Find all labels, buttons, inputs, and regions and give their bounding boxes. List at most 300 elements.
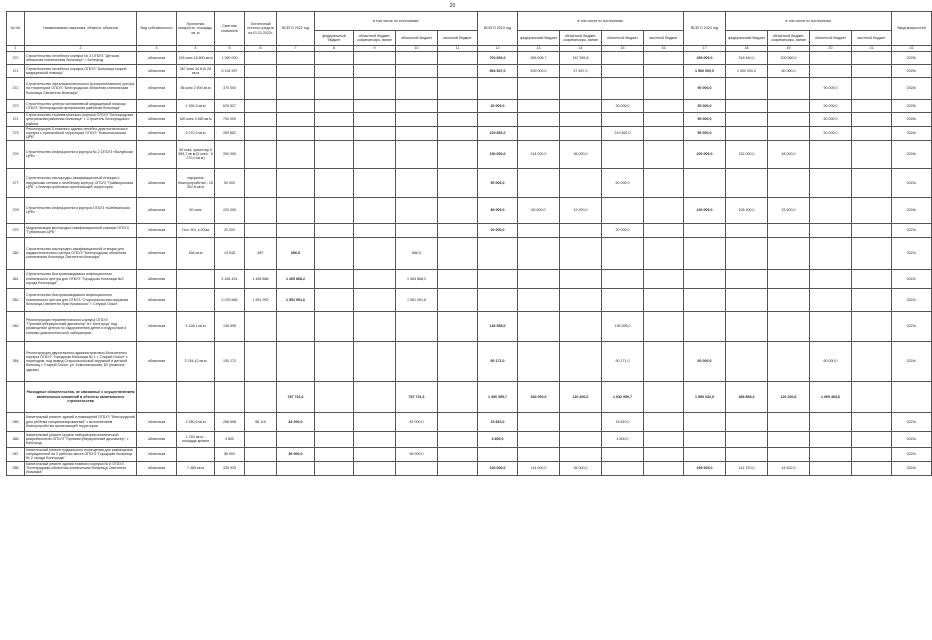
header-federal-2024: федеральный бюджет	[726, 31, 768, 46]
header-total-2023: ВСЕГО 2023 год	[478, 12, 518, 46]
cell-l23	[644, 197, 684, 223]
cell-y: 2026г.	[892, 113, 932, 127]
cell-c22	[354, 65, 396, 78]
cell-n: 387	[7, 447, 25, 461]
cell-t23	[478, 447, 518, 461]
cell-est: 13 545	[215, 237, 245, 269]
cell-t24: 200 000,0	[684, 140, 726, 168]
section-cell-cap	[177, 381, 215, 412]
cell-t23: 15 810,0	[478, 412, 518, 431]
cell-l23	[644, 447, 684, 461]
cell-c24: 60 000,0	[768, 65, 810, 78]
cell-l22	[438, 461, 478, 475]
cell-l24	[852, 269, 892, 288]
cell-f24	[726, 223, 768, 237]
cell-rem	[245, 341, 277, 381]
cell-cap: 168 кв.м	[177, 237, 215, 269]
column-number: 11	[438, 46, 478, 52]
cell-l24	[852, 126, 892, 140]
cell-t24: 195 925,0	[684, 461, 726, 475]
cell-cap: наружное благоустройство - 15 302,8 кв.м	[177, 168, 215, 197]
cell-est: 50 000	[215, 168, 245, 197]
cell-l22	[438, 237, 478, 269]
cell-l22	[438, 113, 478, 127]
column-number: 5	[215, 46, 245, 52]
cell-y: 2023г.	[892, 431, 932, 447]
cell-name: Модернизация кислородно-газификационной станции ОГБУЗ "Губкинская ЦРБ"	[25, 223, 137, 237]
cell-y: 2025г.	[892, 65, 932, 78]
cell-f22	[315, 237, 354, 269]
header-sources-2022: в том числе по источникам:	[315, 12, 478, 31]
column-number: 2	[25, 46, 137, 52]
cell-t23: 963 547,0	[478, 65, 518, 78]
cell-f24	[726, 431, 768, 447]
cell-rem: 98 115	[245, 412, 277, 431]
cell-t24: 50 000,0	[684, 126, 726, 140]
cell-cap: 5 270,3 кв.м	[177, 126, 215, 140]
cell-name: Капитальный ремонт здания главного корпуса № 8 ОГБУЗ "Белгородская областная клиническая больница Святителя Иоасафа"	[25, 461, 137, 475]
column-number: 21	[852, 46, 892, 52]
cell-r23	[602, 197, 644, 223]
column-number: 1	[7, 46, 25, 52]
cell-t22	[277, 461, 315, 475]
cell-c22	[354, 269, 396, 288]
cell-n: 383	[7, 311, 25, 341]
cell-f23	[518, 237, 560, 269]
cell-c24	[768, 269, 810, 288]
cell-y: 2023г.	[892, 168, 932, 197]
cell-r22	[396, 461, 438, 475]
cell-l22	[438, 140, 478, 168]
cell-c22	[354, 113, 396, 127]
cell-t23	[478, 237, 518, 269]
cell-t22: 1 551 991,6	[277, 288, 315, 311]
cell-y: 2022г.	[892, 447, 932, 461]
cell-r24	[810, 197, 852, 223]
cell-l22	[438, 100, 478, 113]
cell-t24: 90 000,0	[684, 78, 726, 100]
cell-r22: 1 551 991,6	[396, 288, 438, 311]
cell-l22	[438, 412, 478, 431]
cell-l23	[644, 113, 684, 127]
cell-rem	[245, 100, 277, 113]
cell-l24	[852, 447, 892, 461]
header-regional-2024: областной бюджет	[810, 31, 852, 46]
cell-f24	[726, 78, 768, 100]
header-sources-2024: в том числе по источникам:	[726, 12, 892, 31]
cell-rem	[245, 65, 277, 78]
cell-t24	[684, 269, 726, 288]
table-row	[7, 168, 932, 197]
table-row	[7, 412, 932, 431]
table-row	[7, 431, 932, 447]
table-row	[7, 461, 932, 475]
cell-r24	[810, 237, 852, 269]
cell-t24: 140 000,0	[684, 197, 726, 223]
cell-c24	[768, 288, 810, 311]
cell-t23: 219 852,0	[478, 126, 518, 140]
column-number: 7	[277, 46, 315, 52]
cell-t22	[277, 431, 315, 447]
cell-rem	[245, 447, 277, 461]
section-row	[7, 381, 932, 412]
cell-f24	[726, 237, 768, 269]
cell-l22	[438, 197, 478, 223]
cell-f23	[518, 311, 560, 341]
cell-own: областная	[137, 288, 177, 311]
cell-l24	[852, 237, 892, 269]
cell-c23: 36 000,0	[560, 140, 602, 168]
cell-y: 2024г.	[892, 140, 932, 168]
cell-cap: 3 280,6 кв.м	[177, 412, 215, 431]
header-local-2024: местный бюджет	[852, 31, 892, 46]
table-row	[7, 78, 932, 100]
header-total-2024: ВСЕГО 2024 год	[684, 12, 726, 46]
cell-t22: 56 900,0	[277, 447, 315, 461]
cell-r22	[396, 311, 438, 341]
cell-c23	[560, 223, 602, 237]
cell-y: 2022г.	[892, 288, 932, 311]
header-sources-2023: в том числе по источникам:	[518, 12, 684, 31]
cell-y: 2023г.	[892, 412, 932, 431]
cell-c24	[768, 100, 810, 113]
column-number: 22	[892, 46, 932, 52]
cell-f24: 1 500 000,0	[726, 65, 768, 78]
cell-y: 2025г.	[892, 52, 932, 65]
cell-c23	[560, 78, 602, 100]
cell-own: областная	[137, 447, 177, 461]
cell-l23	[644, 311, 684, 341]
cell-c22	[354, 168, 396, 197]
cell-r24	[810, 311, 852, 341]
cell-y: 2024г.	[892, 197, 932, 223]
cell-l24	[852, 341, 892, 381]
cell-cap: 1 200 кв.м - площадь кровли	[177, 431, 215, 447]
header-federal-2022: федеральный бюджет	[315, 31, 354, 46]
table-row	[7, 269, 932, 288]
table-row	[7, 113, 932, 127]
cell-f23: 60 800,0	[518, 197, 560, 223]
cell-c23	[560, 113, 602, 127]
cell-est: 335 925	[215, 461, 245, 475]
cell-f22	[315, 78, 354, 100]
cell-l22	[438, 288, 478, 311]
cell-c23	[560, 288, 602, 311]
column-number: 3	[137, 46, 177, 52]
cell-f23: 539 003,0	[518, 65, 560, 78]
cell-cap	[177, 447, 215, 461]
cell-n: 378	[7, 197, 25, 223]
cell-c23	[560, 237, 602, 269]
section-cell-f23: 340 000,0	[518, 381, 560, 412]
cell-r22	[396, 197, 438, 223]
cell-c24: 44 632,0	[768, 461, 810, 475]
cell-rem	[245, 126, 277, 140]
cell-own: областная	[137, 269, 177, 288]
header-remainder: Остаточный остаток средств на 01.01.2022г.	[245, 12, 277, 46]
cell-c22	[354, 223, 396, 237]
cell-cap: 367 коек 34 610,25 кв.м	[177, 65, 215, 78]
section-cell-c23: 110 400,0	[560, 381, 602, 412]
cell-l24	[852, 78, 892, 100]
cell-n: 380	[7, 237, 25, 269]
cell-r24	[810, 431, 852, 447]
cell-f23: 114 000,0	[518, 461, 560, 475]
column-number: 10	[396, 46, 438, 52]
cell-own: областная	[137, 197, 177, 223]
cell-t23: 4 800,0	[478, 431, 518, 447]
cell-t24	[684, 237, 726, 269]
cell-f22	[315, 113, 354, 127]
header-regional-cofin-2022: областной бюджет, софинансиро- вание	[354, 31, 396, 46]
cell-l24	[852, 168, 892, 197]
table-row	[7, 223, 932, 237]
cell-t23: 150 000,0	[478, 140, 518, 168]
cell-r24	[810, 412, 852, 431]
cell-t23	[478, 78, 518, 100]
cell-name: Капитальный ремонт зданий и помещений ОГБУЗ "Белгородский дом ребёнка специализированный" с выполнением благоустройства прилегающей территории	[25, 412, 137, 431]
cell-l23	[644, 461, 684, 475]
cell-cap: Пол. б/л, к-200м	[177, 223, 215, 237]
cell-cap: 4 128,1 кв.м	[177, 311, 215, 341]
cell-est: 150 172	[215, 341, 245, 381]
cell-name: Строительство кислородно-газификационной станции с наружными сетями к лечебному корпусу ОГБУЗ "Грайворонская ЦРБ" с благоустройством прилегающей территории	[25, 168, 137, 197]
cell-t23: 50 000,0	[478, 168, 518, 197]
cell-r22	[396, 78, 438, 100]
cell-t23: 80 000,0	[478, 197, 518, 223]
table-row	[7, 126, 932, 140]
cell-own: областная	[137, 126, 177, 140]
cell-l23	[644, 237, 684, 269]
cell-t24	[684, 223, 726, 237]
cell-l23	[644, 288, 684, 311]
cell-f24: 318 440,0	[726, 52, 768, 65]
cell-c22	[354, 288, 396, 311]
cell-l22	[438, 341, 478, 381]
cell-y: 2024г.	[892, 126, 932, 140]
cell-f22	[315, 197, 354, 223]
cell-r22	[396, 168, 438, 197]
cell-t22	[277, 65, 315, 78]
cell-y: 2025г.	[892, 78, 932, 100]
cell-est: 700 000	[215, 113, 245, 127]
cell-rem	[245, 52, 277, 65]
page-number: 20	[449, 3, 456, 9]
cell-c23	[560, 341, 602, 381]
cell-t24	[684, 447, 726, 461]
header-local-2023: местный бюджет	[644, 31, 684, 46]
cell-l23	[644, 223, 684, 237]
cell-c24: 200 560,0	[768, 52, 810, 65]
cell-r24: 60 000,0	[810, 341, 852, 381]
cell-f24	[726, 126, 768, 140]
cell-name: Строительство лечебного корпуса ОГБУЗ "Больница скорой медицинской помощи"	[25, 65, 137, 78]
cell-r22	[396, 65, 438, 78]
cell-r22	[396, 431, 438, 447]
cell-t22	[277, 168, 315, 197]
cell-r22	[396, 126, 438, 140]
cell-r22	[396, 341, 438, 381]
section-cell-y	[892, 381, 932, 412]
cell-c24	[768, 126, 810, 140]
table-row	[7, 140, 932, 168]
table-row	[7, 197, 932, 223]
cell-f22	[315, 223, 354, 237]
cell-l24	[852, 461, 892, 475]
cell-l22	[438, 223, 478, 237]
cell-t22: 686,5	[277, 237, 315, 269]
column-number: 18	[726, 46, 768, 52]
cell-f23	[518, 269, 560, 288]
header-ownership: Вид собственности	[137, 12, 177, 46]
cell-c23	[560, 412, 602, 431]
cell-t22	[277, 52, 315, 65]
cell-r24	[810, 223, 852, 237]
cell-l23	[644, 126, 684, 140]
cell-r23: 15 810,0	[602, 412, 644, 431]
cell-rem	[245, 223, 277, 237]
cell-l22	[438, 311, 478, 341]
cell-l23	[644, 341, 684, 381]
header-row-1	[7, 12, 932, 31]
cell-t22	[277, 197, 315, 223]
section-cell-r22: 787 731,6	[396, 381, 438, 412]
cell-t22	[277, 140, 315, 168]
header-name: Наименование заказчика, объекта, объектов	[25, 12, 137, 46]
cell-t24	[684, 431, 726, 447]
cell-r24: 50 000,0	[810, 113, 852, 127]
cell-c22	[354, 126, 396, 140]
cell-r23: 136 595,0	[602, 311, 644, 341]
cell-n: 386	[7, 431, 25, 447]
cell-rem	[245, 431, 277, 447]
cell-est: 2 264 424	[215, 269, 245, 288]
cell-r23	[602, 269, 644, 288]
cell-l23	[644, 269, 684, 288]
cell-t24	[684, 412, 726, 431]
cell-f22	[315, 431, 354, 447]
cell-r24: 50 000,0	[810, 100, 852, 113]
cell-l24	[852, 223, 892, 237]
cell-c24	[768, 311, 810, 341]
cell-f23	[518, 412, 560, 431]
header-estimate: Сметная стоимость	[215, 12, 245, 46]
cell-c24	[768, 168, 810, 197]
cell-f24	[726, 269, 768, 288]
investment-table	[6, 11, 932, 476]
cell-l22	[438, 65, 478, 78]
cell-f23: 114 000,0	[518, 140, 560, 168]
cell-c23: 27 467,0	[560, 65, 602, 78]
cell-l22	[438, 78, 478, 100]
cell-f22	[315, 461, 354, 475]
cell-c23	[560, 100, 602, 113]
cell-t22: 82 000,0	[277, 412, 315, 431]
table-row	[7, 447, 932, 461]
column-number: 13	[518, 46, 560, 52]
cell-c22	[354, 341, 396, 381]
table-body	[7, 46, 932, 476]
cell-cap	[177, 269, 215, 288]
section-cell-t23: 1 490 359,7	[478, 381, 518, 412]
cell-t24: 459 000,0	[684, 52, 726, 65]
header-federal-2023: федеральный бюджет	[518, 31, 560, 46]
cell-own: областная	[137, 78, 177, 100]
cell-est: 350 000	[215, 140, 245, 168]
cell-y: 2024г.	[892, 461, 932, 475]
cell-t23: 700 666,0	[478, 52, 518, 65]
cell-c24	[768, 223, 810, 237]
cell-est: 1 260 000	[215, 52, 245, 65]
cell-t24	[684, 311, 726, 341]
column-number: 9	[354, 46, 396, 52]
cell-l24	[852, 288, 892, 311]
cell-rem: 687	[245, 237, 277, 269]
cell-t24: 50 000,0	[684, 100, 726, 113]
cell-n: 372	[7, 78, 25, 100]
column-number: 16	[644, 46, 684, 52]
cell-rem	[245, 113, 277, 127]
cell-r22: 82 000,0	[396, 412, 438, 431]
cell-own: областная	[137, 113, 177, 127]
cell-c24	[768, 412, 810, 431]
cell-f24	[726, 113, 768, 127]
cell-r24: 90 000,0	[810, 78, 852, 100]
header-total-2022: ВСЕГО 2022 год	[277, 12, 315, 46]
cell-name: Реконструкция терапевтического корпуса ОГБУЗ "Противотуберкулезный диспансер" в г. Белгород" под размещение центра по оздоровлению детей и подростков и клинико-диагностической лаборатории	[25, 311, 137, 341]
cell-own: областная	[137, 140, 177, 168]
cell-c22	[354, 52, 396, 65]
cell-y: 2023г.	[892, 311, 932, 341]
cell-t23	[478, 113, 518, 127]
column-number: 12	[478, 46, 518, 52]
cell-name: Строительство центра паллиативной медицинской помощи ОГБУЗ "Белгородская центральная районная больница"	[25, 100, 137, 113]
cell-c24	[768, 447, 810, 461]
cell-t23: 140 000,0	[478, 461, 518, 475]
cell-c24: 48 000,0	[768, 140, 810, 168]
cell-c24: 33 600,0	[768, 197, 810, 223]
cell-c24	[768, 78, 810, 100]
section-num-cell	[7, 381, 25, 412]
cell-r24	[810, 288, 852, 311]
cell-f24: 152 000,0	[726, 140, 768, 168]
cell-cap: 125 коек 18 800 кв.м	[177, 52, 215, 65]
cell-l23	[644, 52, 684, 65]
section-cell-rem	[245, 381, 277, 412]
cell-r23	[602, 113, 644, 127]
cell-own: областная	[137, 100, 177, 113]
cell-f24	[726, 168, 768, 197]
cell-n: 375	[7, 126, 25, 140]
section-cell-f24: 389 868,4	[726, 381, 768, 412]
cell-own: областная	[137, 65, 177, 78]
section-cell-c22	[354, 381, 396, 412]
cell-r23: 4 800,0	[602, 431, 644, 447]
cell-t22: 1 465 868,2	[277, 269, 315, 288]
cell-f23	[518, 100, 560, 113]
cell-l24	[852, 113, 892, 127]
section-cell-l24	[852, 381, 892, 412]
cell-l22	[438, 52, 478, 65]
cell-r22	[396, 140, 438, 168]
cell-r23: 219 852,0	[602, 126, 644, 140]
cell-l23	[644, 140, 684, 168]
cell-name: Капитальный ремонт подвального помещения для размещения операционной на 2 рабочих места ОГБУЗ "Городская больница № 2 города Белгорода"	[25, 447, 137, 461]
cell-r24: 50 000,0	[810, 126, 852, 140]
cell-name: Капитальный ремонт кровли лаборатории клинической микробиологии ОГБУЗ "Противотуберкулезный диспансер", г. Белгород	[25, 431, 137, 447]
cell-t22	[277, 78, 315, 100]
cell-l23	[644, 412, 684, 431]
